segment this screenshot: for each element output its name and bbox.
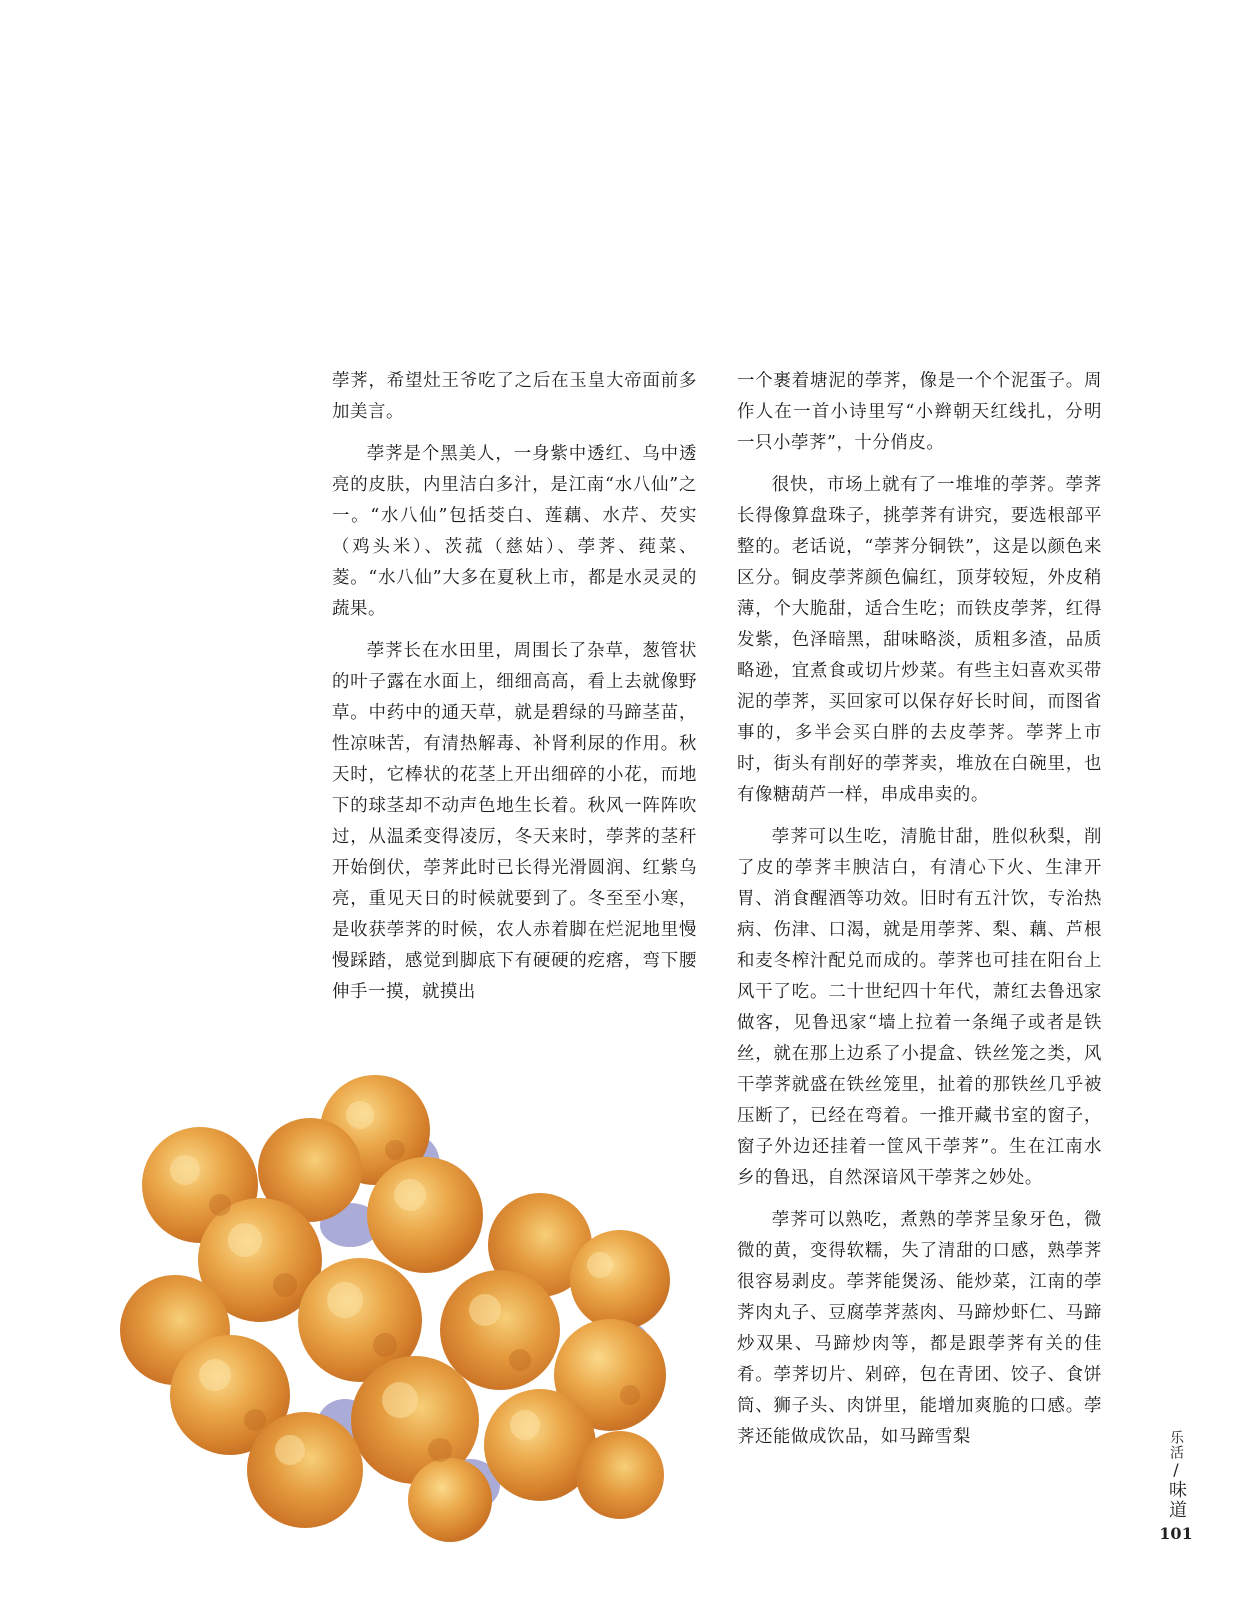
water-chestnut-illustration	[120, 1075, 710, 1545]
section-tag-slash: /	[1173, 1460, 1179, 1479]
paragraph: 荸荠可以生吃，清脆甘甜，胜似秋梨，削了皮的荸荠丰腴洁白，有清心下火、生津开胃、消食醒酒等功效。旧时有五汁饮，专治热病、伤津、口渴，就是用荸荠、梨、藕、芦根和麦冬榨汁配兑而成的。荸荠也可挂在阳台上风干了吃。二十世纪四十年代，萧红去鲁迅家做客，见鲁迅家“墙上拉着一条绳子或者是铁丝，就在那上边系了小提盒、铁丝笼之类，风干荸荠就盛在铁丝笼里，扯着的那铁丝几乎被压断了，已经在弯着。一推开藏书室的窗子，窗子外边还挂着一筐风干荸荠”。生在江南水乡的鲁迅，自然深谙风干荸荠之妙处。	[737, 827, 1102, 1188]
paragraph: 荸荠可以熟吃，煮熟的荸荠呈象牙色，微微的黄，变得软糯，失了清甜的口感，熟荸荠很容易剥皮。荸荠能煲汤、能炒菜，江南的荸荠肉丸子、豆腐荸荠蒸肉、马蹄炒虾仁、马蹄炒双果、马蹄炒肉等，都是跟荸荠有关的佳肴。荸荠切片、剁碎，包在青团、饺子、食饼筒、狮子头、肉饼里，能增加爽脆的口感。荸荠还能做成饮品，如马蹄雪梨	[737, 1210, 1102, 1447]
paragraph: 荸荠是个黑美人，一身紫中透红、乌中透亮的皮肤，内里洁白多汁，是江南“水八仙”之一。“水八仙”包括茭白、莲藕、水芹、芡实（鸡头米）、茨菰（慈姑）、荸荠、莼菜、菱。“水八仙”大多在夏秋上市，都是水灵灵的蔬果。	[332, 444, 697, 619]
section-tag	[1161, 1430, 1191, 1520]
paragraph: 荸荠长在水田里，周围长了杂草，葱管状的叶子露在水面上，细细高高，看上去就像野草。中药中的通天草，就是碧绿的马蹄茎苗，性凉味苦，有清热解毒、补肾利尿的作用。秋天时，它棒状的花茎上开出细碎的小花，而地下的球茎却不动声色地生长着。秋风一阵阵吹过，从温柔变得凌厉，冬天来时，荸荠的茎秆开始倒伏，荸荠此时已长得光滑圆润、红紫乌亮，重见天日的时候就要到了。冬至至小寒，是收获荸荠的时候，农人赤着脚在烂泥地里慢慢踩踏，感觉到脚底下有硬硬的疙瘩，弯下腰伸手一摸，就摸出	[332, 641, 697, 1002]
paragraph: 很快，市场上就有了一堆堆的荸荠。荸荠长得像算盘珠子，挑荸荠有讲究，要选根部平整的。老话说，“荸荠分铜铁”，这是以颜色来区分。铜皮荸荠颜色偏红，顶芽较短，外皮稍薄，个大脆甜，适合生吃；而铁皮荸荠，红得发紫，色泽暗黑，甜味略淡，质粗多渣，品质略逊，宜煮食或切片炒菜。有些主妇喜欢买带泥的荸荠，买回家可以保存好长时间，而图省事的，多半会买白胖的去皮荸荠。荸荠上市时，街头有削好的荸荠卖，堆放在白碗里，也有像糖葫芦一样，串成串卖的。	[737, 475, 1102, 805]
section-tag-category: 乐活	[1168, 1430, 1184, 1460]
paragraph: 荸荠，希望灶王爷吃了之后在玉皇大帝面前多加美言。	[332, 371, 697, 422]
page-number: 101	[1159, 1524, 1193, 1543]
paragraph: 一个裹着塘泥的荸荠，像是一个个泥蛋子。周作人在一首小诗里写“小辫朝天红线扎，分明一只小荸荠”，十分俏皮。	[737, 371, 1102, 453]
section-tag-title: 味道	[1166, 1480, 1187, 1520]
left-text-column	[332, 366, 697, 1019]
right-text-column	[737, 366, 1102, 1464]
